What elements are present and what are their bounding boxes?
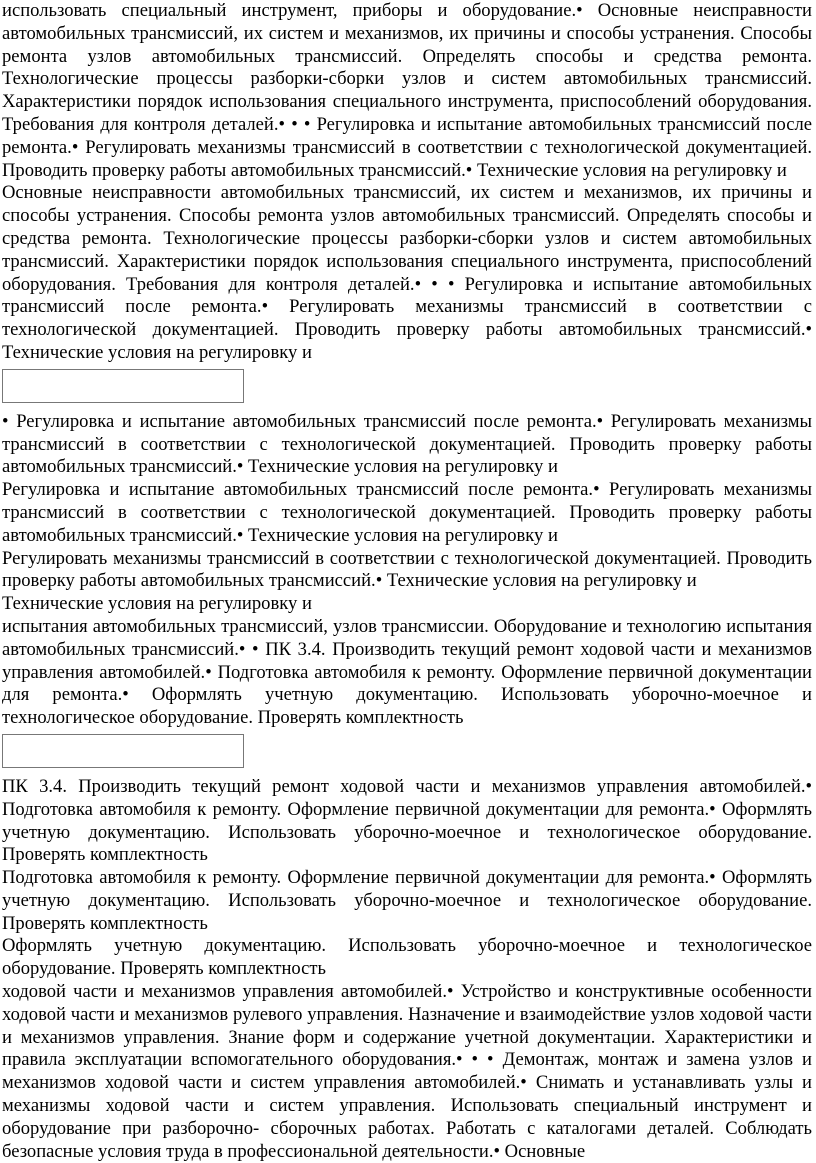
paragraph-9: Подготовка автомобиля к ремонту. Оформление первичной документации для ремонта.• Оформлять учетную документацию. Использовать уборочно-моечное и технологическое оборудование. Проверять комплектность [2, 867, 812, 934]
paragraph-11: ходовой части и механизмов управления автомобилей.• Устройство и конструктивные особенности ходовой части и механизмов рулевого управления. Назначение и взаимодействие узлов ходовой части и механизмов управления. Знание форм и содержание учетной документации. Характеристики и правила эксплуатации вспомогательного оборудования.• • • Демонтаж, монтаж и замена узлов и механизмов ходовой части и систем управления автомобилей.• Снимать и устанавливать узлы и механизмы ходовой части и систем управления. Использовать специальный инструмент и оборудование при разборочно- сборочных работах. Работать с каталогами деталей. Соблюдать безопасные условия труда в профессиональной деятельности.• Основные [2, 981, 812, 1162]
empty-frame-2 [2, 734, 244, 768]
paragraph-4: Регулировка и испытание автомобильных трансмиссий после ремонта.• Регулировать механизмы трансмиссий в соответствии с технологической документацией. Проводить проверку работы автомобильных трансмиссий.• Технические условия на регулировку и [2, 479, 812, 546]
paragraph-7: испытания автомобильных трансмиссий, узлов трансмиссии. Оборудование и технологию испытания автомобильных трансмиссий.• • ПК 3.4. Производить текущий ремонт ходовой части и механизмов управления автомобилей.• Подготовка автомобиля к ремонту. Оформление первичной документации для ремонта.• Оформлять учетную документацию. Использовать уборочно-моечное и технологическое оборудование. Проверять комплектность [2, 615, 812, 729]
paragraph-6: Технические условия на регулировку и [2, 593, 312, 615]
paragraph-10: Оформлять учетную документацию. Использовать уборочно-моечное и технологическое оборудование. Проверять комплектность [2, 935, 812, 980]
paragraph-1: использовать специальный инструмент, приборы и оборудование.• Основные неисправности автомобильных трансмиссий, их систем и механизмов, их причины и способы устранения. Способы ремонта узлов автомобильных трансмиссий. Определять способы и средства ремонта. Технологические процессы разборки-сборки узлов и систем автомобильных трансмиссий. Характеристики порядок использования специального инструмента, приспособлений оборудования. Требования для контроля деталей.• • • Регулировка и испытание автомобильных трансмиссий после ремонта.• Регулировать механизмы трансмиссий в соответствии с технологической документацией. Проводить проверку работы автомобильных трансмиссий.• Технические условия на регулировку и [2, 0, 812, 181]
paragraph-3: • Регулировка и испытание автомобильных трансмиссий после ремонта.• Регулировать механизмы трансмиссий в соответствии с технологической документацией. Проводить проверку работы автомобильных трансмиссий.• Технические условия на регулировку и [2, 410, 812, 478]
paragraph-2: Основные неисправности автомобильных трансмиссий, их систем и механизмов, их причины и способы устранения. Способы ремонта узлов автомобильных трансмиссий. Определять способы и средства ремонта. Технологические процессы разборки-сборки узлов и систем автомобильных трансмиссий. Характеристики порядок использования специального инструмента, приспособлений оборудования. Требования для контроля деталей.• • • Регулировка и испытание автомобильных трансмиссий после ремонта.• Регулировать механизмы трансмиссий в соответствии с технологической документацией. Проводить проверку работы автомобильных трансмиссий.• Технические условия на регулировку и [2, 182, 812, 363]
empty-frame-1 [2, 369, 244, 403]
paragraph-5: Регулировать механизмы трансмиссий в соответствии с технологической документацией. Проводить проверку работы автомобильных трансмиссий.• Технические условия на регулировку и [2, 547, 812, 592]
paragraph-8: ПК 3.4. Производить текущий ремонт ходовой части и механизмов управления автомобилей.• Подготовка автомобиля к ремонту. Оформление первичной документации для ремонта.• Оформлять учетную документацию. Использовать уборочно-моечное и технологическое оборудование. Проверять комплектность [2, 775, 812, 866]
